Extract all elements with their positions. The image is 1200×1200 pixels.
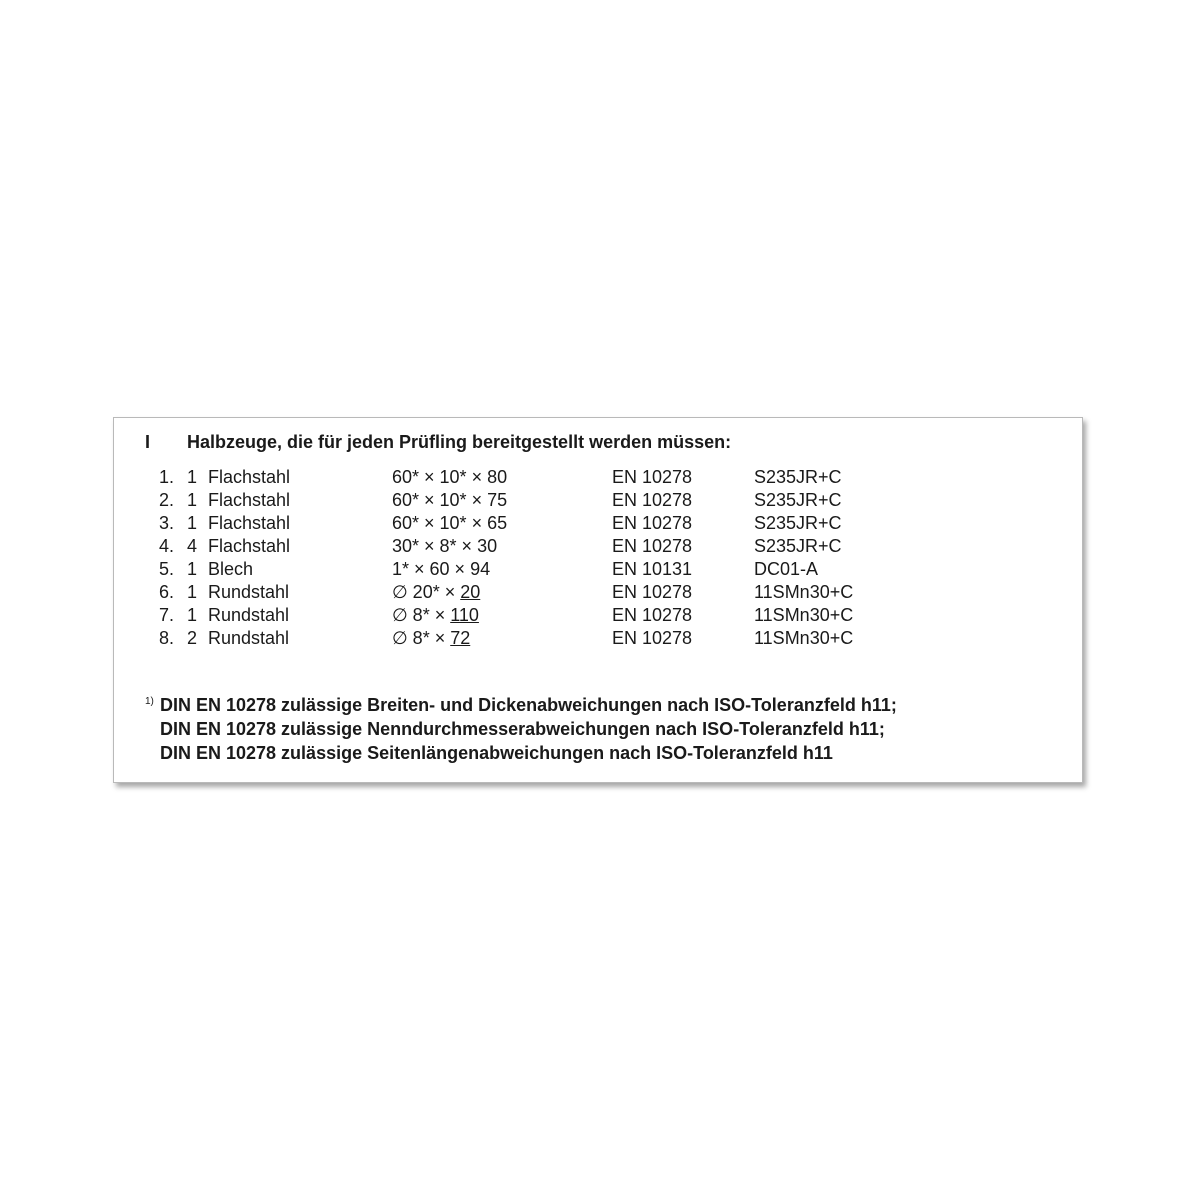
- item-material: 11SMn30+C: [754, 582, 854, 602]
- item-norm: EN 10278: [612, 467, 693, 487]
- item-quantity: 1: [187, 605, 198, 625]
- footnote-line: DIN EN 10278 zulässige Nenndurchmesserabweichungen nach ISO-Toleranzfeld h11;: [160, 719, 885, 739]
- item-dimensions: [392, 559, 490, 580]
- list-item: [114, 582, 1082, 605]
- dim-text: 30* × 8* × 30: [392, 536, 498, 556]
- list-item: [114, 536, 1082, 559]
- item-norm: EN 10278: [612, 490, 693, 510]
- item-material: 11SMn30+C: [754, 628, 854, 648]
- dim-underlined: 20: [460, 582, 481, 602]
- dim-underlined: 110: [450, 605, 479, 625]
- list-item: [114, 467, 1082, 490]
- dim-text: 1* × 60 × 94: [392, 559, 491, 579]
- item-material: S235JR+C: [754, 513, 842, 533]
- item-dimensions: [392, 536, 497, 557]
- item-index: 8.: [158, 628, 174, 648]
- dim-text: 60* × 10* × 80: [392, 467, 508, 487]
- item-quantity: 1: [187, 582, 198, 602]
- item-norm: EN 10278: [612, 628, 693, 648]
- item-index: 5.: [158, 559, 174, 579]
- item-quantity: 1: [187, 513, 198, 533]
- item-norm: EN 10278: [612, 582, 693, 602]
- dim-text: 60* × 10* × 65: [392, 513, 508, 533]
- dim-text: 60* × 10* × 75: [392, 490, 508, 510]
- item-material: S235JR+C: [754, 467, 842, 487]
- item-quantity: 1: [187, 490, 198, 510]
- list-item: [114, 513, 1082, 536]
- item-norm: EN 10278: [612, 536, 693, 556]
- item-name: Flachstahl: [208, 536, 291, 556]
- item-name: Blech: [208, 559, 254, 579]
- item-index: 3.: [158, 513, 174, 533]
- dim-text: ∅ 8* ×: [392, 605, 451, 625]
- item-norm: EN 10131: [612, 559, 693, 579]
- material-list-card: [113, 417, 1083, 783]
- item-dimensions: [392, 605, 479, 626]
- item-material: 11SMn30+C: [754, 605, 854, 625]
- item-index: 6.: [158, 582, 174, 602]
- section-number: I: [145, 432, 151, 452]
- item-material: S235JR+C: [754, 490, 842, 510]
- item-quantity: 1: [187, 559, 198, 579]
- dim-underlined: 72: [450, 628, 471, 648]
- item-index: 7.: [158, 605, 174, 625]
- list-item: [114, 559, 1082, 582]
- item-quantity: 1: [187, 467, 198, 487]
- dim-text: ∅ 20* ×: [392, 582, 461, 602]
- item-dimensions: [392, 513, 507, 534]
- item-name: Flachstahl: [208, 490, 291, 510]
- item-material: S235JR+C: [754, 536, 842, 556]
- list-item: [114, 490, 1082, 513]
- item-index: 2.: [158, 490, 174, 510]
- item-name: Rundstahl: [208, 582, 290, 602]
- dim-text: ∅ 8* ×: [392, 628, 451, 648]
- item-quantity: 2: [187, 628, 198, 648]
- list-item: [114, 605, 1082, 628]
- item-norm: EN 10278: [612, 513, 693, 533]
- item-material: DC01-A: [754, 559, 819, 579]
- item-index: 4.: [158, 536, 174, 556]
- list-item: [114, 628, 1082, 651]
- footnote-line: DIN EN 10278 zulässige Seitenlängenabweichungen nach ISO-Toleranzfeld h11: [160, 743, 833, 763]
- item-name: Flachstahl: [208, 513, 291, 533]
- item-name: Rundstahl: [208, 628, 290, 648]
- item-dimensions: [392, 490, 507, 511]
- section-title: Halbzeuge, die für jeden Prüfling bereitgestellt werden müssen:: [187, 432, 732, 452]
- item-quantity: 4: [187, 536, 198, 556]
- item-dimensions: [392, 582, 480, 603]
- item-dimensions: [392, 628, 470, 649]
- item-name: Flachstahl: [208, 467, 291, 487]
- item-norm: EN 10278: [612, 605, 693, 625]
- item-index: 1.: [158, 467, 174, 487]
- item-name: Rundstahl: [208, 605, 290, 625]
- footnote-marker: 1): [145, 696, 154, 707]
- item-dimensions: [392, 467, 507, 488]
- footnote-line: DIN EN 10278 zulässige Breiten- und Dickenabweichungen nach ISO-Toleranzfeld h11;: [160, 695, 897, 715]
